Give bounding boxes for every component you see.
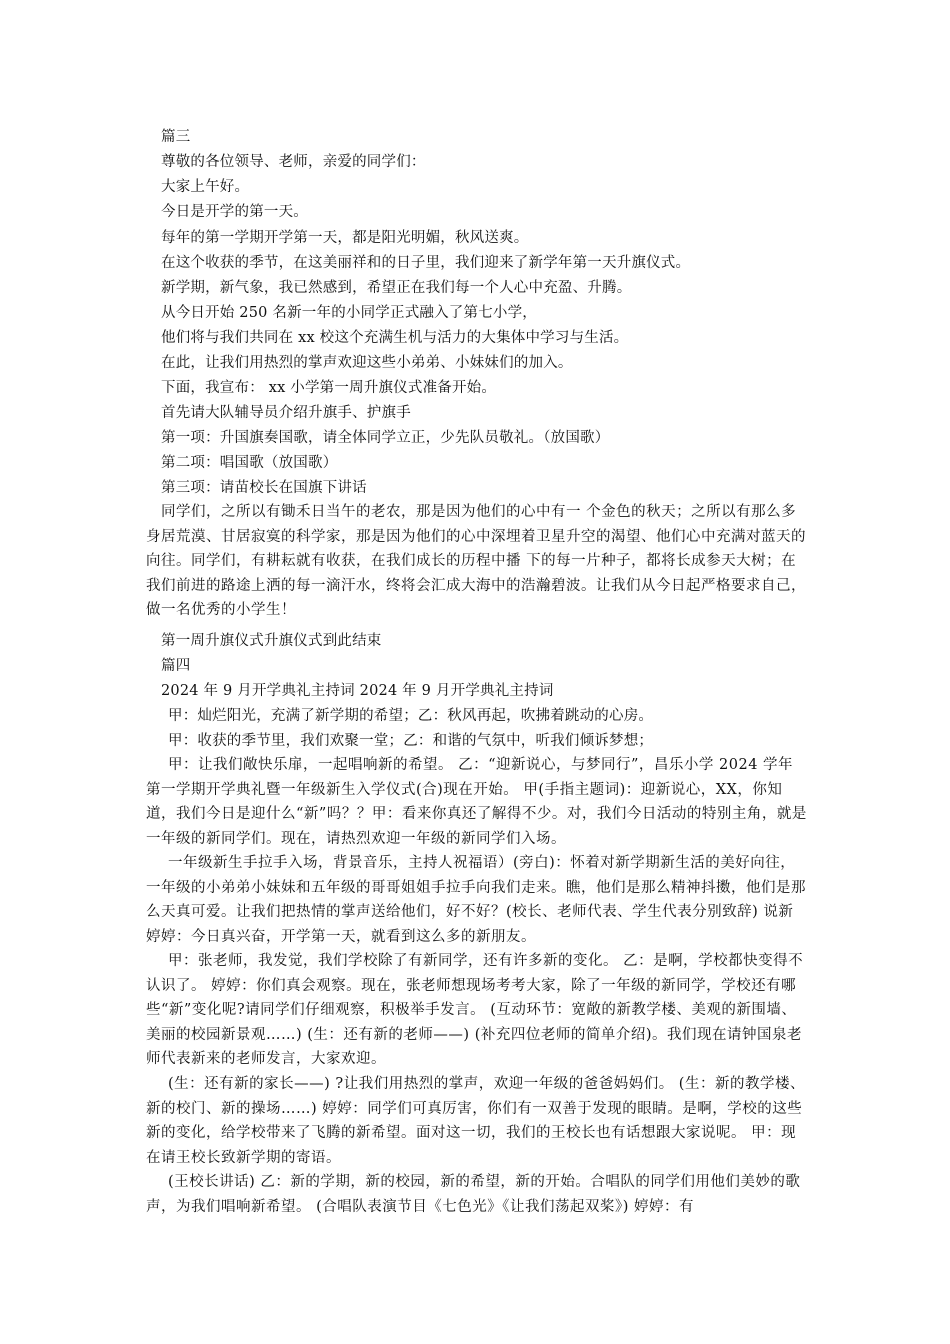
text-line: 第二项：唱国歌（放国歌）: [161, 455, 338, 471]
text-line: 他们将与我们共同在 xx 校这个充满生机与活力的大集体中学习与生活。: [161, 330, 629, 346]
text-line: 每年的第一学期开学第一天，都是阳光明媚，秋风送爽。: [161, 230, 529, 246]
dialogue-paragraph: 一年级新生手拉手入场，背景音乐，主持人祝福语）(旁白)：怀着对新学期新生活的美好向往，一年级的小弟弟小妹妹和五年级的哥哥姐姐手拉手向我们走来。瞧，他们是那么精神抖擞，他们是那么天真可爱。让我们把热情的掌声送给他们，好不好？(校长、老师代表、学生代表分别致辞) 说新 婷婷：今日真兴奋，开学第一天，就看到这么多的新朋友。: [146, 855, 806, 945]
dialogue-line: 甲：灿烂阳光，充满了新学期的希望；乙：秋风再起，吹拂着跳动的心房。: [168, 708, 654, 724]
section-title: 2024 年 9 月开学典礼主持词 2024 年 9 月开学典礼主持词: [161, 683, 554, 699]
dialogue-paragraph: 甲：张老师，我发觉，我们学校除了有新同学，还有许多新的变化。 乙：是啊，学校都快变得不认识了。 婷婷：你们真会观察。现在，张老师想现场考考大家，除了一年级的新同学，学校还有哪些“新”变化呢?请同学们仔细观察，积极举手发言。 (互动环节：宽敞的新教学楼、美观的新围墙、美丽的校园新景观……) (生：还有新的老师——) (补充四位老师的简单介绍)。我们现在请钟国泉老师代表新来的老师发言，大家欢迎。: [146, 953, 804, 1068]
text-line: 在这个收获的季节，在这美丽祥和的日子里，我们迎来了新学年第一天升旗仪式。: [161, 255, 691, 271]
speech-paragraph: 同学们，之所以有锄禾日当午的老农，那是因为他们的心中有一 个金色的秋天；之所以有那么多身居荒漠、甘居寂寞的科学家，那是因为他们的心中深埋着卫星升空的渴望、他们心中充满对蓝天的向往。同学们，有耕耘就有收获，在我们成长的历程中播 下的每一片种子，都将长成参天大树；在我们前进的路途上洒的每一滴汗水，终将会汇成大海中的浩瀚碧波。让我们从今日起严格要求自己，做一名优秀的小学生！: [146, 504, 806, 619]
dialogue-paragraph: 甲：让我们敞快乐扉，一起唱响新的希望。 乙：“迎新说心，与梦同行”，昌乐小学 2024 学年第一学期开学典礼暨一年级新生入学仪式(合)现在开始。 甲(手指主题词)：迎新说心，XX，你知道，我们今日是迎什么“新”吗？？甲：看来你真还了解得不少。对，我们今日活动的特别主角，就是一年级的新同学们。现在，请热烈欢迎一年级的新同学们入场。: [146, 757, 807, 847]
text-line: 大家上午好。: [161, 179, 250, 195]
dialogue-paragraph: (生：还有新的家长——) ?让我们用热烈的掌声，欢迎一年级的爸爸妈妈们。 (生：新的教学楼、新的校门、新的操场……) 婷婷：同学们可真厉害，你们有一双善于发现的眼睛。是啊，学校的这些新的变化，给学校带来了飞腾的新希望。面对这一切，我们的王校长也有话想跟大家说呢。 甲：现在请王校长致新学期的寄语。: [146, 1076, 805, 1166]
text-line: 从今日开始 250 名新一年的小同学正式融入了第七小学，: [161, 305, 537, 321]
section-heading: 篇三: [161, 129, 191, 145]
section-heading: 篇四: [161, 658, 191, 674]
text-line: 下面，我宣布： xx 小学第一周升旗仪式准备开始。: [161, 380, 497, 396]
text-line: 新学期，新气象，我已然感到，希望正在我们每一个人心中充盈、升腾。: [161, 280, 632, 296]
salutation: 尊敬的各位领导、老师，亲爱的同学们：: [161, 154, 426, 170]
dialogue-line: 甲：收获的季节里，我们欢聚一堂；乙：和谐的气氛中，听我们倾诉梦想；: [168, 733, 654, 749]
text-line: 在此，让我们用热烈的掌声欢迎这些小弟弟、小妹妹们的加入。: [161, 355, 573, 371]
dialogue-paragraph: (王校长讲话) 乙：新的学期，新的校园，新的希望，新的开始。合唱队的同学们用他们美妙的歌声，为我们唱响新希望。 (合唱队表演节目《七色光》《让我们荡起双桨》) 婷婷：有: [146, 1174, 801, 1215]
text-line: 今日是开学的第一天。: [161, 204, 308, 220]
text-line: 首先请大队辅导员介绍升旗手、护旗手: [161, 405, 411, 421]
text-line: 第一项：升国旗奏国歌，请全体同学立正，少先队员敬礼。（放国歌）: [161, 430, 610, 446]
closing-line: 第一周升旗仪式升旗仪式到此结束: [161, 633, 382, 649]
text-line: 第三项：请苗校长在国旗下讲话: [161, 480, 367, 496]
